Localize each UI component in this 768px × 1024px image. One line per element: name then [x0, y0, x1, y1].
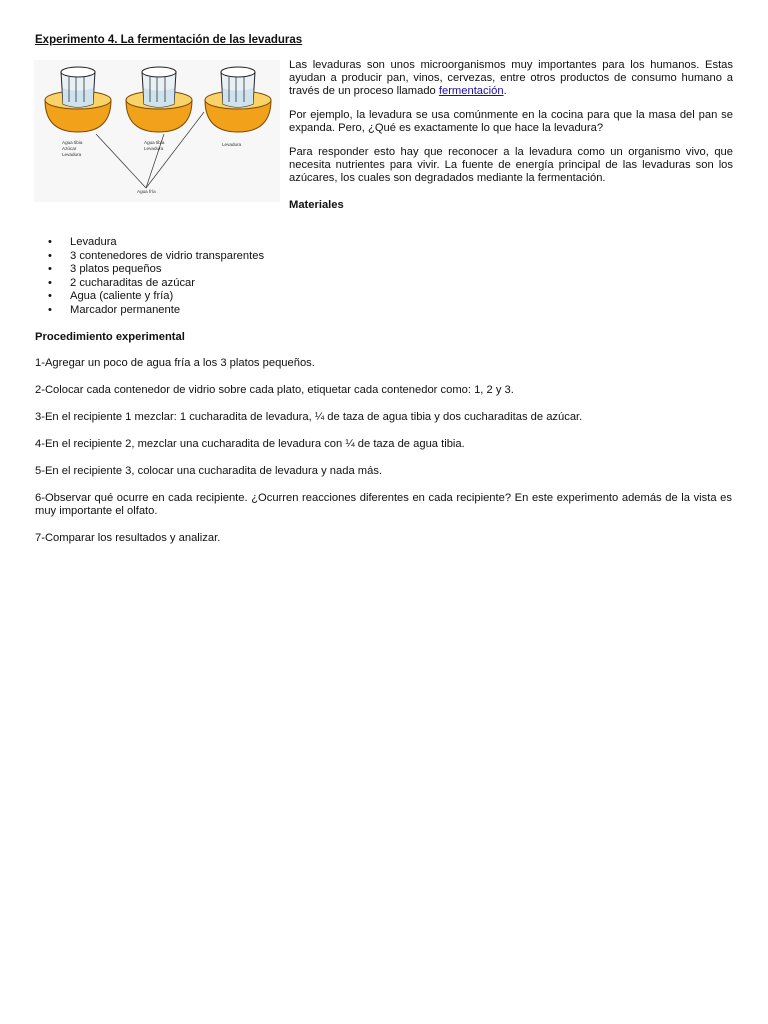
svg-text:Levadura: Levadura: [62, 152, 82, 157]
materials-heading: Materiales: [289, 199, 344, 211]
list-item: • 3 contenedores de vidrio transparentes: [70, 250, 264, 264]
procedure-step: 2-Colocar cada contenedor de vidrio sobre cada plato, etiquetar cada contenedor como: 1, 2 y 3.: [35, 384, 514, 396]
figure-label-bottom: Agua fría: [137, 189, 156, 194]
intro-column: [289, 59, 733, 223]
yeast-experiment-illustration: [34, 60, 280, 202]
materials-list: [35, 236, 264, 317]
intro-paragraph-1: Las levaduras son unos microorganismos muy importantes para los humanos. Estas ayudan a producir pan, vinos, cervezas, entre otros productos de consumo humano a través de un proceso llamado fermentación.: [289, 59, 733, 97]
list-item: • Marcador permanente: [70, 304, 264, 318]
procedure-step: 7-Comparar los resultados y analizar.: [35, 532, 221, 544]
procedure-step: 5-En el recipiente 3, colocar una cucharadita de levadura y nada más.: [35, 465, 383, 477]
procedure-steps: [35, 357, 732, 559]
svg-text:Agua tibia: Agua tibia: [62, 140, 83, 145]
intro-paragraph-3: Para responder esto hay que reconocer a la levadura como un organismo vivo, que necesita nutrientes para vivir. La fuente de energía principal de las levaduras son los azúcares, los cuales son degradados mediante la fermentación.: [289, 146, 733, 184]
fermentacion-link[interactable]: fermentación: [438, 85, 504, 97]
intro-paragraph-2: Por ejemplo, la levadura se usa comúnmente en la cocina para que la masa del pan se expanda. Pero, ¿Qué es exactamente lo que hace la levadura?: [289, 109, 733, 134]
svg-text:Agua tibia: Agua tibia: [144, 140, 165, 145]
procedure-step: 6-Observar qué ocurre en cada recipiente. ¿Ocurren reacciones diferentes en cada recipiente? En este experimento además de la vista es muy importante el olfato.: [35, 492, 732, 517]
list-item: • 3 platos pequeños: [70, 263, 264, 277]
procedure-heading: Procedimiento experimental: [35, 331, 185, 343]
procedure-step: 1-Agregar un poco de agua fría a los 3 platos pequeños.: [35, 357, 315, 369]
procedure-step: 3-En el recipiente 1 mezclar: 1 cucharadita de levadura, ¼ de taza de agua tibia y dos cucharaditas de azúcar.: [35, 411, 583, 423]
document-title: Experimento 4. La fermentación de las levaduras: [35, 34, 303, 46]
procedure-step: 4-En el recipiente 2, mezclar una cucharadita de levadura con ¼ de taza de agua tibia.: [35, 438, 465, 450]
figure-label-bowl3: Levadura: [222, 142, 242, 147]
list-item: • Levadura: [70, 236, 264, 250]
list-item: • Agua (caliente y fría): [70, 290, 264, 304]
list-item: • 2 cucharaditas de azúcar: [70, 277, 264, 291]
svg-text:Levadura: Levadura: [144, 146, 164, 151]
svg-text:Azúcar: Azúcar: [62, 146, 77, 151]
